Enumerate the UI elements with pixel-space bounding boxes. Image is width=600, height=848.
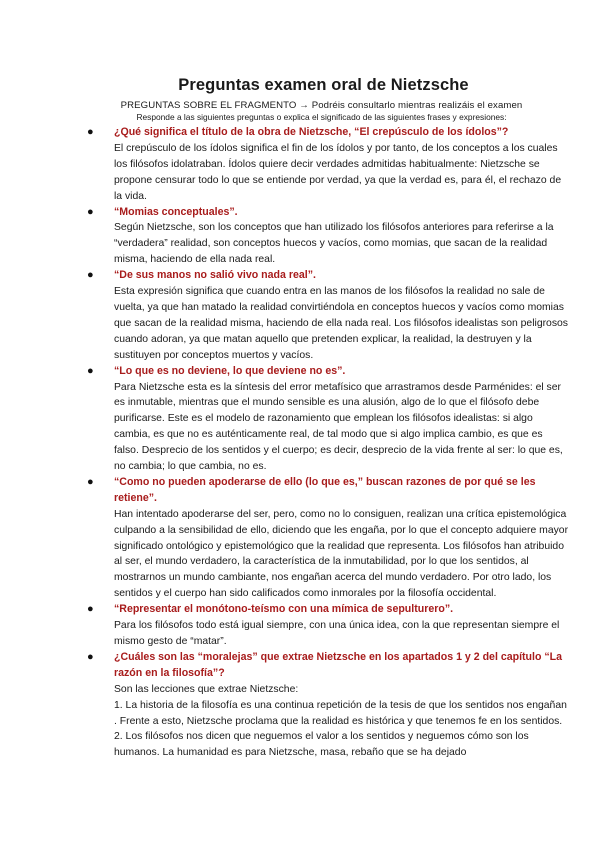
bullet-icon: ● <box>87 364 94 377</box>
question-item <box>87 602 570 650</box>
answer-paragraph: Son las lecciones que extrae Nietzsche: <box>114 683 299 695</box>
answer-paragraph: Esta expresión significa que cuando entra en las manos de los filósofos la realidad no sale de vuelta, ya que han matado la realidad convirtiéndola en conceptos huecos y vacíos como momias que sacan de la realidad misma, haciendo de ella nada real. Los filósofos idealistas son peligrosos cuando adoran, ya que matan aquello que pretenden explicar, la realidad, la destruyen y la sustituyen por conceptos muertos y vacíos. <box>114 286 569 361</box>
answer-text <box>114 141 570 205</box>
answer-text <box>114 507 570 602</box>
answer-paragraph: Para Nietzsche esta es la síntesis del error metafísico que arrastramos desde Parménides: el ser es inmutable, mientras que el mundo sensible es una alusión, algo de lo que el filósofo debe purificarse. Este es el modelo de razonamiento que emplean los filósofos idealistas: si algo cambia, es que no es auténticamente real, de tal modo que si algo implica cambio, es que es falso. Desprecio de los sentidos y el cuerpo; es decir, desprecio de la vida frente al ser: lo que es, no cambia; lo que cambia, no es. <box>114 381 563 473</box>
answer-paragraph: Para los filósofos todo está igual siempre, con una única idea, con la que representan siempre el mismo gesto de “matar”. <box>114 620 560 647</box>
question-text: ¿Qué significa el título de la obra de Nietzsche, “El crepúsculo de los ídolos”? <box>114 126 509 138</box>
question-text: ¿Cuáles son las “moralejas” que extrae Nietzsche en los apartados 1 y 2 del capítulo “La razón en la filosofía”? <box>114 650 563 679</box>
question-item <box>87 125 570 205</box>
answer-paragraph: Según Nietzsche, son los conceptos que han utilizado los filósofos anteriores para referirse a la “verdadera” realidad, son conceptos huecos y vacíos, como momias, que sacan de la realidad misma, haciendo de ella nada real. <box>114 222 554 266</box>
bullet-icon: ● <box>87 475 94 488</box>
section-subtitle: PREGUNTAS SOBRE EL FRAGMENTO → Podréis consultarlo mientras realizáis el examen <box>120 100 523 111</box>
question-item <box>87 364 570 475</box>
answer-text <box>114 220 570 268</box>
answer-text <box>114 618 570 650</box>
question-text: “Como no pueden apoderarse de ello (lo que es,” buscan razones de por qué se les retiene”. <box>114 475 536 504</box>
question-text: “Lo que es no deviene, lo que deviene no es”. <box>114 364 346 377</box>
question-text: “Representar el monótono-teísmo con una mímica de sepulturero”. <box>114 603 454 616</box>
bullet-icon: ● <box>87 126 94 138</box>
instructions-text: Responde a las siguientes preguntas o explica el significado de las siguientes frases y expresiones: <box>136 112 507 122</box>
answer-text <box>114 380 570 475</box>
answer-text <box>114 682 570 762</box>
page-title: Preguntas examen oral de Nietzsche <box>178 76 469 94</box>
question-item <box>87 205 570 269</box>
answer-paragraph: 1. La historia de la filosofía es una continua repetición de la tesis de que los sentidos nos engañan . Frente a esto, Nietzsche proclama que la realidad es histórica y que tenemos fe en los sentidos. <box>114 699 567 727</box>
question-text: “De sus manos no salió vivo nada real”. <box>114 269 316 282</box>
bullet-icon: ● <box>87 603 94 616</box>
question-item <box>87 650 570 761</box>
answer-paragraph: Han intentado apoderarse del ser, pero, como no lo consiguen, realizan una crítica epistemológica culpando a la sensibilidad de ello, diciendo que les engaña, por lo que el concepto adquiere mayor significado ontológico y epistemológico que la realidad que representa. Los filósofos han atribuido al ser, el mundo verdadero, la característica de la inmutabilidad, por lo que los sentidos, al mostrarnos un mundo cambiante, nos engañan acerca del mundo verdadero. Por otro lado, los sentidos y el cuerpo han sido calificados como inmorales por la filosofía occidental. <box>114 508 569 600</box>
bullet-icon: ● <box>87 205 94 218</box>
question-item <box>87 475 570 602</box>
answer-paragraph: El crepúsculo de los ídolos significa el fin de los ídolos y por tanto, de los conceptos a los cuales los filósofos idolatraban. Ídolos quiere decir verdades admitidas habitualmente: Nietzsche se propone censurar todo lo que se entiende por verdad, ya que la verdad es, para él, el rechazo de la vida. <box>114 142 562 202</box>
answer-paragraph: 2. Los filósofos nos dicen que neguemos el valor a los sentidos y neguemos cómo son los humanos. La humanidad es para Nietzsche, masa, rebaño que se ha dejado <box>114 731 529 759</box>
answer-text <box>114 284 570 364</box>
question-item <box>87 268 570 363</box>
question-text: “Momias conceptuales”. <box>114 205 238 218</box>
question-list <box>87 125 570 761</box>
bullet-icon: ● <box>87 650 94 663</box>
bullet-icon: ● <box>87 269 94 282</box>
